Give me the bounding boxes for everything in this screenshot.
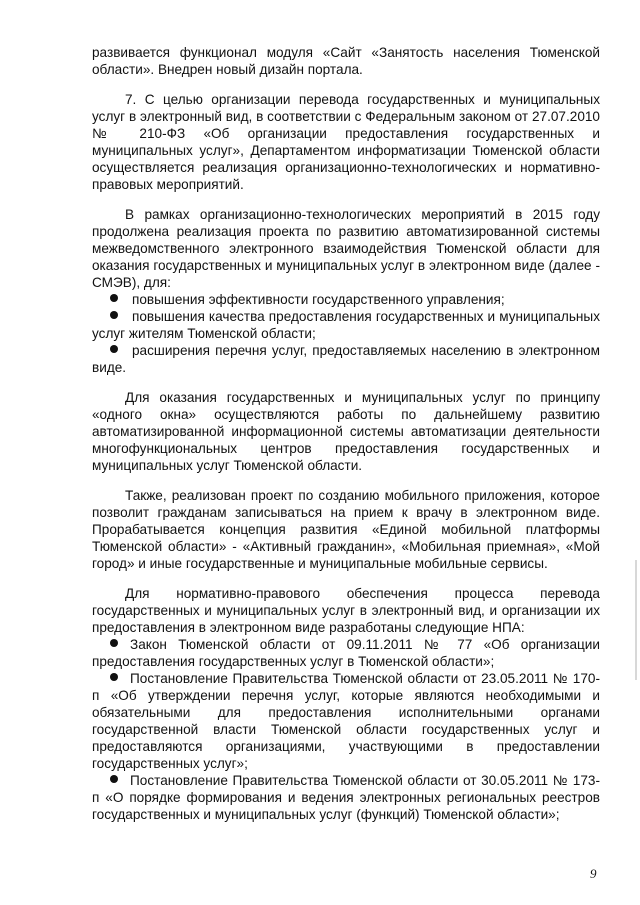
bullet-icon [110, 673, 118, 681]
bullet-item [92, 308, 600, 342]
document-page [92, 44, 600, 823]
bullet-item [92, 342, 600, 376]
bullet-text: повышения эффективности государственного управления; [132, 292, 505, 307]
bullet-item [92, 636, 600, 670]
scan-edge-mark [635, 560, 637, 680]
page-number: 9 [590, 866, 597, 881]
bullet-text: Закон Тюменской области от 09.11.2011 № 77 «Об организации предоставления государственных услуг в Тюменской области»; [92, 637, 600, 669]
bullet-text: Постановление Правительства Тюменской области от 30.05.2011 № 173-п «О порядке формирования и ведения электронных региональных реестров государственных и муниципальных услуг (функций) Тюменской области»; [92, 773, 600, 822]
bullet-icon [110, 345, 118, 353]
bullet-item [92, 670, 600, 772]
bullet-icon [110, 639, 118, 647]
bullet-text: повышения качества предоставления государственных и муниципальных услуг жителям Тюменской области; [92, 309, 600, 341]
bullet-icon [110, 311, 118, 319]
paragraph: развивается функционал модуля «Сайт «Занятость населения Тюменской области». Внедрен новый дизайн портала. [92, 45, 600, 77]
bullet-icon [110, 775, 118, 783]
bullet-text: расширения перечня услуг, предоставляемых населению в электронном виде. [92, 343, 600, 375]
bullet-item [92, 772, 600, 823]
paragraph: Также, реализован проект по созданию мобильного приложения, которое позволит гражданам записываться на прием к врачу в электронном виде. Прорабатывается концепция развития «Единой мобильной платформы Тюменской области» - «Активный гражданин», «Мобильная приемная», «Мой город» и иные государственные и муниципальные мобильные сервисы. [92, 488, 600, 571]
paragraph: В рамках организационно-технологических мероприятий в 2015 году продолжена реализация проекта по развитию автоматизированной системы межведомственного электронного взаимодействия Тюменской области для оказания государственных и муниципальных услуг в электронном виде (далее - СМЭВ), для: [92, 207, 600, 290]
bullet-text: Постановление Правительства Тюменской области от 23.05.2011 № 170-п «Об утверждении перечня услуг, которые являются необходимыми и обязательными для предоставления исполнительными органами государственной власти Тюменской области государственных услуг и предоставляются организациями, участвующими в предоставлении государственных услуг»; [92, 671, 600, 771]
bullet-icon [110, 294, 118, 302]
bullet-item [92, 291, 600, 308]
paragraph: 7. С целью организации перевода государственных и муниципальных услуг в электронный вид, в соответствии с Федеральным законом от 27.07.2010 № 210-ФЗ «Об организации предоставления государственных и муниципальных услуг», Департаментом информатизации Тюменской области осуществляется реализация организационно-технологических и нормативно-правовых мероприятий. [92, 92, 600, 192]
paragraph: Для оказания государственных и муниципальных услуг по принципу «одного окна» осуществляются работы по дальнейшему развитию автоматизированной информационной системы автоматизации деятельности многофункциональных центров предоставления государственных и муниципальных услуг Тюменской области. [92, 390, 600, 473]
paragraph: Для нормативно-правового обеспечения процесса перевода государственных и муниципальных услуг в электронный вид, и организации их предоставления в электронном виде разработаны следующие НПА: [92, 586, 600, 635]
